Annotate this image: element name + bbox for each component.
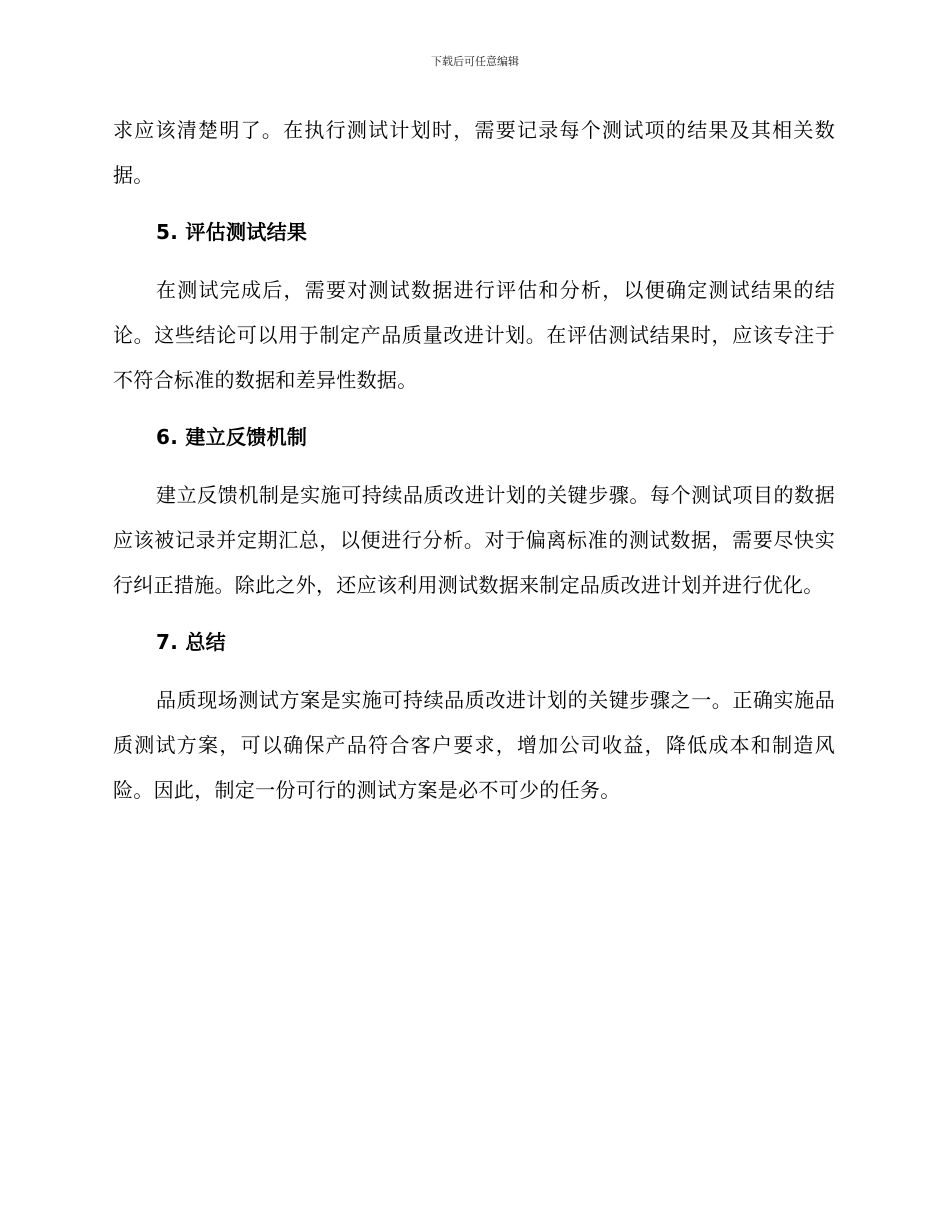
section-heading-feedback-mechanism: 6. 建立反馈机制 [156,425,308,449]
paragraph-summary: 品质现场测试方案是实施可持续品质改进计划的关键步骤之一。正确实施品质测试方案，可以确保产品符合客户要求，增加公司收益，降低成本和制造风险。因此，制定一份可行的测试方案是必不可少的任务。 [113,688,835,802]
section-heading-evaluate-results: 5. 评估测试结果 [156,220,308,244]
section-heading-summary: 7. 总结 [156,630,226,654]
paragraph-evaluate-results: 在测试完成后，需要对测试数据进行评估和分析，以便确定测试结果的结论。这些结论可以用于制定产品质量改进计划。在评估测试结果时，应该专注于不符合标准的数据和差异性数据。 [113,278,835,392]
document-body [113,108,835,813]
paragraph-feedback-mechanism: 建立反馈机制是实施可持续品质改进计划的关键步骤。每个测试项目的数据应该被记录并定期汇总，以便进行分析。对于偏离标准的测试数据，需要尽快实行纠正措施。除此之外，还应该利用测试数据来制定品质改进计划并进行优化。 [113,483,835,597]
page-header: 下载后可任意编辑 [431,55,519,68]
continued-paragraph: 求应该清楚明了。在执行测试计划时，需要记录每个测试项的结果及其相关数据。 [113,118,835,187]
